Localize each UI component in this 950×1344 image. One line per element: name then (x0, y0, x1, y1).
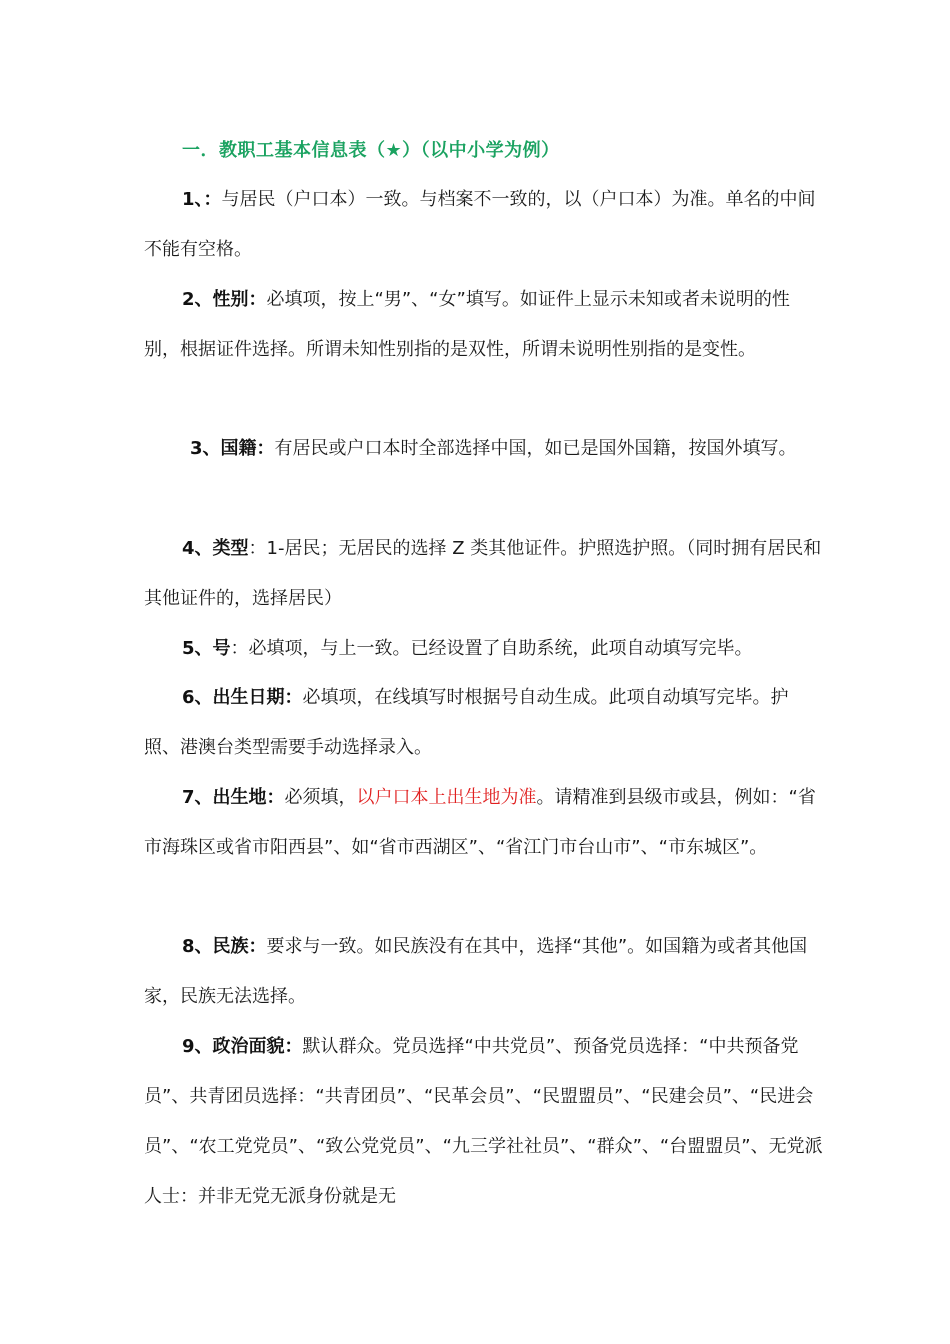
item-text: 默认群众。党员选择“中共党员”、预备党员选择：“中共预备党员”、共青团员选择：“共青团员”、“民革会员”、“民盟盟员”、“民建会员”、“民进会员”、“农工党党员”、“致公党党员”、“九三学社社员”、“群众”、“台盟盟员”、无党派人士：并非无党无派身份就是无 (144, 1036, 823, 1207)
item-text: ：必填项，与上一致。已经设置了自助系统，此项自动填写完毕。 (230, 638, 753, 659)
item-ethnicity (144, 922, 824, 1022)
highlighted-text: 以户口本上出生地为准 (356, 787, 537, 808)
item-lead: 8、民族： (182, 936, 267, 957)
item-text: 必填项，按上“男”、“女”填写。如证件上显示未知或者未说明的性别，根据证件选择。所谓未知性别指的是双性，所谓未说明性别指的是变性。 (144, 289, 790, 360)
item-lead: 7、出生地： (182, 787, 285, 808)
section-heading: 一．教职工基本信息表（★）（以中小学为例） (182, 140, 560, 161)
item-id-type (144, 524, 824, 624)
item-lead: 5、号 (182, 638, 231, 659)
item-text: 有居民或户口本时全部选择中国，如已是国外国籍，按国外填写。 (274, 438, 797, 459)
item-lead: 4、类型 (182, 538, 249, 559)
item-lead: 2、性别： (182, 289, 267, 310)
item-birthplace (144, 773, 824, 873)
item-lead: 6、出生日期： (182, 687, 303, 708)
item-text: ：1-居民；无居民的选择 Z 类其他证件。护照选护照。（同时拥有居民和其他证件的，选择居民） (144, 538, 822, 609)
item-text: 必填项，在线填写时根据号自动生成。此项自动填写完毕。护照、港澳台类型需要手动选择录入。 (144, 687, 789, 758)
item-birth-date (144, 673, 824, 773)
item-name (144, 175, 824, 275)
item-id-number (144, 624, 824, 674)
item-nationality (144, 424, 824, 474)
item-text: 必须填， (284, 787, 357, 808)
item-text: 与居民（户口本）一致。与档案不一致的，以（户口本）为准。单名的中间不能有空格。 (144, 189, 816, 260)
item-lead: 1、： (182, 189, 222, 210)
item-text: 要求与一致。如民族没有在其中，选择“其他”。如国籍为或者其他国家，民族无法选择。 (144, 936, 808, 1007)
item-lead: 9、政治面貌： (182, 1036, 303, 1057)
item-lead: 3、国籍： (190, 438, 275, 459)
item-political-status (144, 1022, 824, 1222)
item-text: 。请精准到县级市或县，例如：“省市海珠区或省市阳西县”、如“省市西湖区”、“省江门市台山市”、“市东城区”。 (144, 787, 816, 858)
item-gender (144, 275, 824, 375)
